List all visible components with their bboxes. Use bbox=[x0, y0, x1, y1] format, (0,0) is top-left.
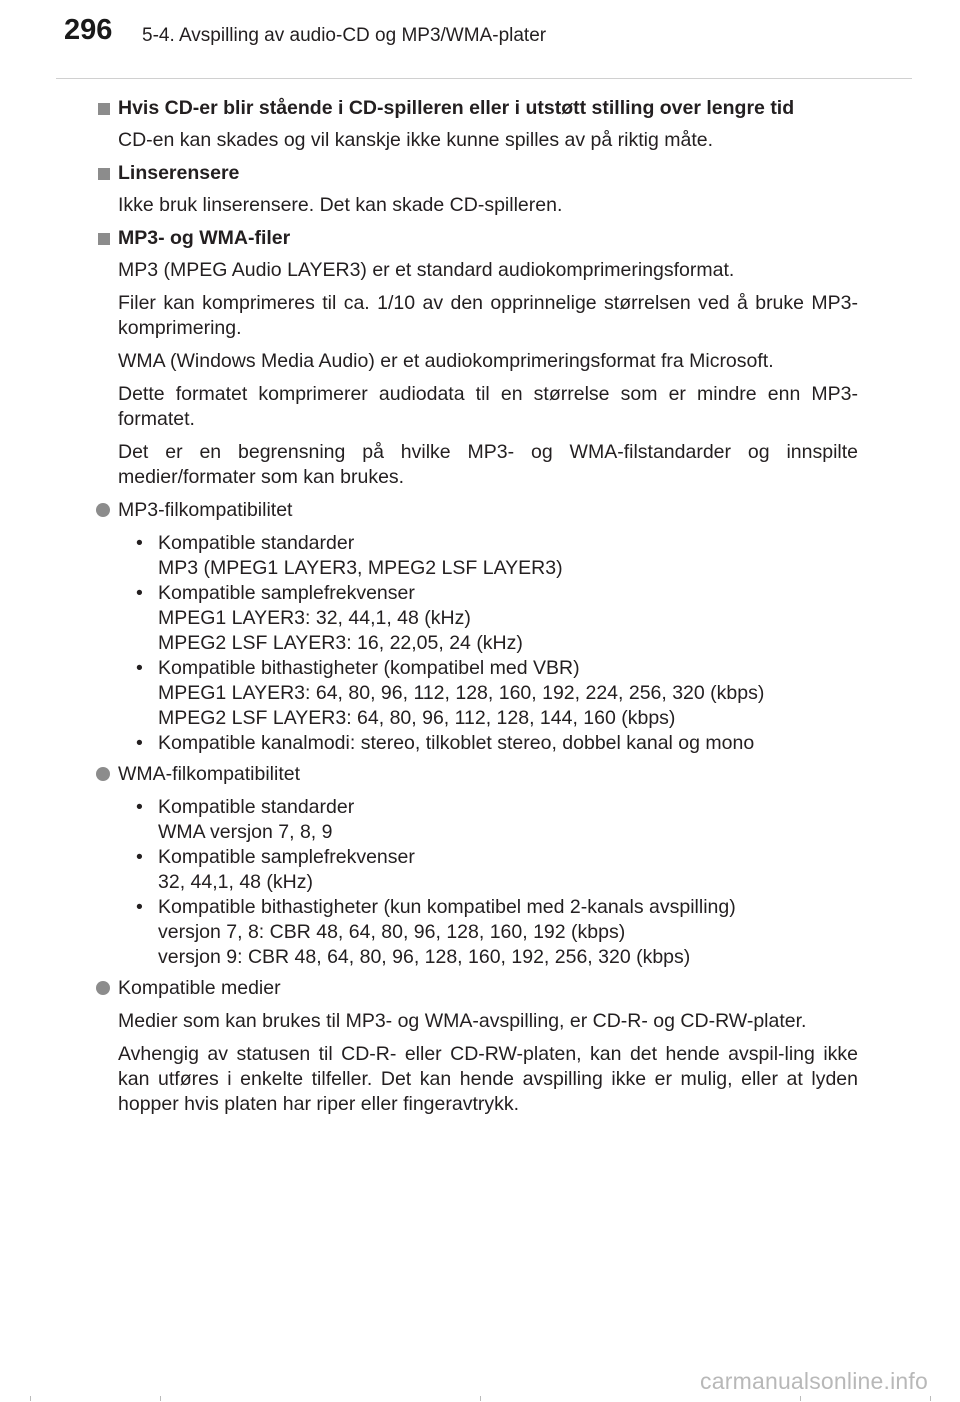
page-number: 296 bbox=[64, 14, 113, 46]
mp3-compat-list bbox=[96, 531, 858, 756]
list-item-label: Kompatible samplefrekvenser bbox=[158, 582, 415, 604]
list-item-detail: versjon 7, 8: CBR 48, 64, 80, 96, 128, 160, 192 (kbps) bbox=[158, 921, 626, 943]
paragraph: Filer kan komprimeres til ca. 1/10 av den opprinnelige størrelsen ved å bruke MP3-komprimering. bbox=[118, 292, 858, 339]
list-item-label: Kompatible standarder bbox=[158, 796, 355, 818]
bullet-dot: • bbox=[136, 896, 143, 918]
list-item-label: Kompatible bithastigheter (kun kompatibel med 2-kanals avspilling) bbox=[158, 896, 736, 918]
paragraph: Det er en begrensning på hvilke MP3- og WMA-filstandarder og innspilte medier/formater som kan brukes. bbox=[118, 441, 858, 488]
list-item-detail: MPEG2 LSF LAYER3: 64, 80, 96, 112, 128, 144, 160 (kbps) bbox=[158, 707, 676, 729]
paragraph: Ikke bruk linserensere. Det kan skade CD-spilleren. bbox=[118, 194, 563, 216]
section-mp3-wma-files bbox=[96, 226, 858, 1117]
wma-compat-list bbox=[96, 795, 858, 970]
paragraph: Dette formatet komprimerer audiodata til en størrelse som er mindre enn MP3-formatet. bbox=[118, 383, 858, 430]
list-item-detail: versjon 9: CBR 48, 64, 80, 96, 128, 160, 192, 256, 320 (kbps) bbox=[158, 946, 691, 968]
subsection-heading-media bbox=[96, 976, 858, 1001]
list-item-label: Kompatible kanalmodi: stereo, tilkoblet stereo, dobbel kanal og mono bbox=[158, 732, 755, 754]
running-head: 5-4. Avspilling av audio-CD og MP3/WMA-plater bbox=[142, 25, 547, 46]
paragraph: Medier som kan brukes til MP3- og WMA-avspilling, er CD-R- og CD-RW-plater. bbox=[118, 1010, 807, 1032]
section-heading bbox=[96, 161, 858, 186]
section-heading-text: MP3- og WMA-filer bbox=[118, 227, 291, 249]
subsection-heading-wma bbox=[96, 762, 858, 787]
header-divider bbox=[56, 78, 912, 79]
paragraph: CD-en kan skades og vil kanskje ikke kunne spilles av på riktig måte. bbox=[118, 129, 714, 151]
square-bullet-icon bbox=[98, 168, 110, 180]
circle-bullet-icon bbox=[96, 503, 110, 517]
paragraph: WMA (Windows Media Audio) er et audiokomprimeringsformat fra Microsoft. bbox=[118, 350, 774, 372]
bullet-dot: • bbox=[136, 657, 143, 679]
list-item bbox=[136, 895, 858, 970]
list-item-label: Kompatible samplefrekvenser bbox=[158, 846, 415, 868]
list-item-label: Kompatible standarder bbox=[158, 532, 355, 554]
paragraph: Avhengig av statusen til CD-R- eller CD-RW-platen, kan det hende avspil-ling ikke kan utføres i enkelte tilfeller. Det kan hende avspilling ikke er mulig, eller at lyden hopper hvis platen har riper eller fingeravtrykk. bbox=[118, 1043, 858, 1115]
list-item bbox=[136, 531, 858, 581]
watermark: carmanualsonline.info bbox=[700, 1368, 928, 1394]
list-item bbox=[136, 581, 858, 656]
section-lens-cleaners bbox=[96, 161, 858, 218]
list-item-detail: MPEG1 LAYER3: 32, 44,1, 48 (kHz) bbox=[158, 607, 471, 629]
list-item-detail: WMA versjon 7, 8, 9 bbox=[158, 821, 333, 843]
list-item bbox=[136, 845, 858, 895]
subsection-heading-text: WMA-filkompatibilitet bbox=[118, 763, 301, 785]
list-item-detail: MPEG1 LAYER3: 64, 80, 96, 112, 128, 160, 192, 224, 256, 320 (kbps) bbox=[158, 682, 765, 704]
page-content bbox=[96, 96, 858, 1125]
list-item-detail: MPEG2 LSF LAYER3: 16, 22,05, 24 (kHz) bbox=[158, 632, 523, 654]
circle-bullet-icon bbox=[96, 981, 110, 995]
subsection-heading-text: MP3-filkompatibilitet bbox=[118, 499, 293, 521]
subsection-heading-mp3 bbox=[96, 498, 858, 523]
list-item bbox=[136, 656, 858, 731]
list-item-detail: MP3 (MPEG1 LAYER3, MPEG2 LSF LAYER3) bbox=[158, 557, 563, 579]
circle-bullet-icon bbox=[96, 767, 110, 781]
paragraph: MP3 (MPEG Audio LAYER3) er et standard audiokomprimeringsformat. bbox=[118, 259, 735, 281]
section-heading bbox=[96, 96, 858, 121]
list-item-label: Kompatible bithastigheter (kompatibel med VBR) bbox=[158, 657, 580, 679]
section-cd-left-in-player bbox=[96, 96, 858, 153]
section-heading bbox=[96, 226, 858, 251]
bullet-dot: • bbox=[136, 846, 143, 868]
section-heading-text: Hvis CD-er blir stående i CD-spilleren eller i utstøtt stilling over lengre tid bbox=[118, 97, 795, 119]
square-bullet-icon bbox=[98, 103, 110, 115]
square-bullet-icon bbox=[98, 233, 110, 245]
bullet-dot: • bbox=[136, 796, 143, 818]
list-item bbox=[136, 795, 858, 845]
list-item-detail: 32, 44,1, 48 (kHz) bbox=[158, 871, 313, 893]
subsection-heading-text: Kompatible medier bbox=[118, 977, 281, 999]
crop-marks bbox=[0, 1396, 960, 1402]
bullet-dot: • bbox=[136, 732, 143, 754]
bullet-dot: • bbox=[136, 532, 143, 554]
list-item bbox=[136, 731, 858, 756]
bullet-dot: • bbox=[136, 582, 143, 604]
section-heading-text: Linserensere bbox=[118, 162, 240, 184]
